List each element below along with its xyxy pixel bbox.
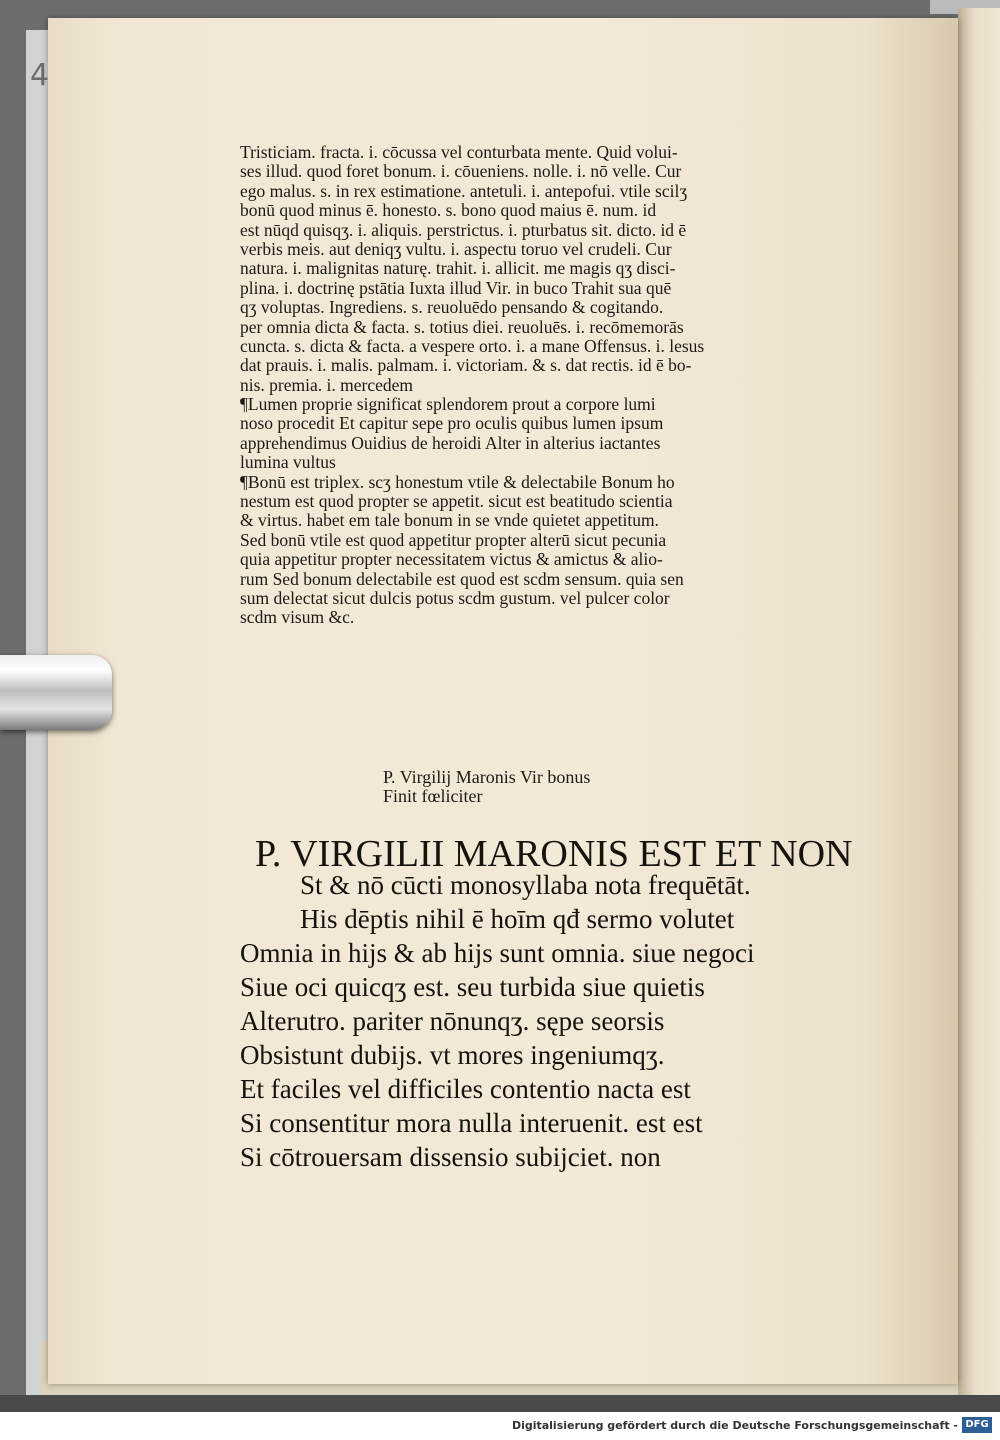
commentary-line: noso procedit Et capitur sepe pro oculis quibus lumen ipsum (240, 414, 664, 434)
commentary-line: nestum est quod propter se appetit. sicut est beatitudo scientia (240, 492, 673, 512)
commentary-line: dat prauis. i. malis. palmam. i. victoriam. & s. dat rectis. id ē bo- (240, 356, 692, 376)
footer-bar (0, 1412, 1000, 1440)
commentary-line: est nūqd quisqʒ. i. aliquis. perstrictus. i. pturbatus sit. dicto. id ē (240, 220, 687, 240)
commentary-line: ego malus. s. in rex estimatione. antetuli. i. antepofui. vtile scilʒ (240, 181, 688, 201)
commentary-line: apprehendimus Ouidius de heroidi Alter in alterius iactantes (240, 433, 661, 453)
commentary-line: cuncta. s. dicta & facta. a vespere orto. i. a mane Offensus. i. lesus (240, 336, 705, 356)
colophon (383, 768, 590, 806)
poem-title: P. VIRGILII MARONIS EST ET NON (255, 833, 853, 875)
poem-block (240, 868, 754, 1174)
facing-page-edge (958, 8, 1000, 1408)
glass-page-weight (0, 655, 112, 730)
commentary-line: qʒ voluptas. Ingrediens. s. reuoluēdo pensando & cogitando. (240, 298, 664, 318)
commentary-block (240, 143, 840, 628)
poem-line: St & nō cūcti monosyllaba nota frequētāt. (300, 870, 751, 900)
poem-line: Si cōtrouersam dissensio subijciet. non (240, 1142, 661, 1172)
poem-line: Siue oci quicqʒ est. seu turbida siue quietis (240, 972, 705, 1002)
poem-line: Omnia in hijs & ab hijs sunt omnia. siue negoci (240, 938, 755, 968)
commentary-line: natura. i. malignitas naturę. trahit. i. allicit. me magis qʒ disci- (240, 259, 676, 279)
commentary-line: lumina vultus (240, 453, 336, 473)
colophon-line-1: P. Virgilij Maronis Vir bonus (383, 767, 591, 787)
poem-line: Si consentitur mora nulla interuenit. est est (240, 1108, 703, 1138)
colophon-line-2: Finit fœliciter (383, 786, 483, 806)
scan-bottom-shadow (0, 1395, 1000, 1412)
commentary-line: rum Sed bonum delectabile est quod est scdm sensum. quia sen (240, 569, 684, 589)
commentary-line: ses illud. quod foret bonum. i. cōueniens. nolle. i. nō velle. Cur (240, 162, 682, 182)
commentary-line: bonū quod minus ē. honesto. s. bono quod maius ē. num. id (240, 201, 657, 221)
commentary-line: ¶Lumen proprie significat splendorem prout a corpore lumi (240, 395, 656, 415)
commentary-line: scdm visum &c. (240, 608, 355, 628)
commentary-line: & virtus. habet em tale bonum in se vnde quietet appetitum. (240, 511, 659, 531)
commentary-line: ¶Bonū est triplex. scʒ honestum vtile & delectabile Bonum ho (240, 472, 675, 492)
poem-line: Obsistunt dubijs. vt mores ingeniumqʒ. (240, 1040, 665, 1070)
poem-line: Alterutro. pariter nōnunqʒ. sępe seorsis (240, 1006, 665, 1036)
commentary-line: quia appetitur propter necessitatem victus & amictus & alio- (240, 550, 663, 570)
commentary-line: plina. i. doctrinę pstātia Iuxta illud Vir. in buco Trahit sua quē (240, 278, 672, 298)
poem-line: His dēptis nihil ē hoīm qđ sermo volutet (300, 904, 735, 934)
poem-line: Et faciles vel difficiles contentio nacta est (240, 1074, 691, 1104)
dfg-logo[interactable]: DFG (962, 1417, 992, 1433)
commentary-line: verbis meis. aut deniqʒ vultu. i. aspectu toruo vel crudeli. Cur (240, 239, 672, 259)
commentary-line: Sed bonū vtile est quod appetitur propter alterū sicut pecunia (240, 530, 667, 550)
commentary-line: sum delectat sicut dulcis potus scdm gustum. vel pulcer color (240, 588, 670, 608)
commentary-line: per omnia dicta & facta. s. totius diei. reuoluēs. i. recōmemorās (240, 317, 684, 337)
footer-credit: Digitalisierung gefördert durch die Deutsche Forschungsgemeinschaft - (511, 1419, 958, 1432)
commentary-line: Tristiciam. fracta. i. cōcussa vel conturbata mente. Quid volui- (240, 143, 678, 162)
pencil-page-number: 4 (30, 58, 50, 93)
commentary-line: nis. premia. i. mercedem (240, 375, 413, 395)
